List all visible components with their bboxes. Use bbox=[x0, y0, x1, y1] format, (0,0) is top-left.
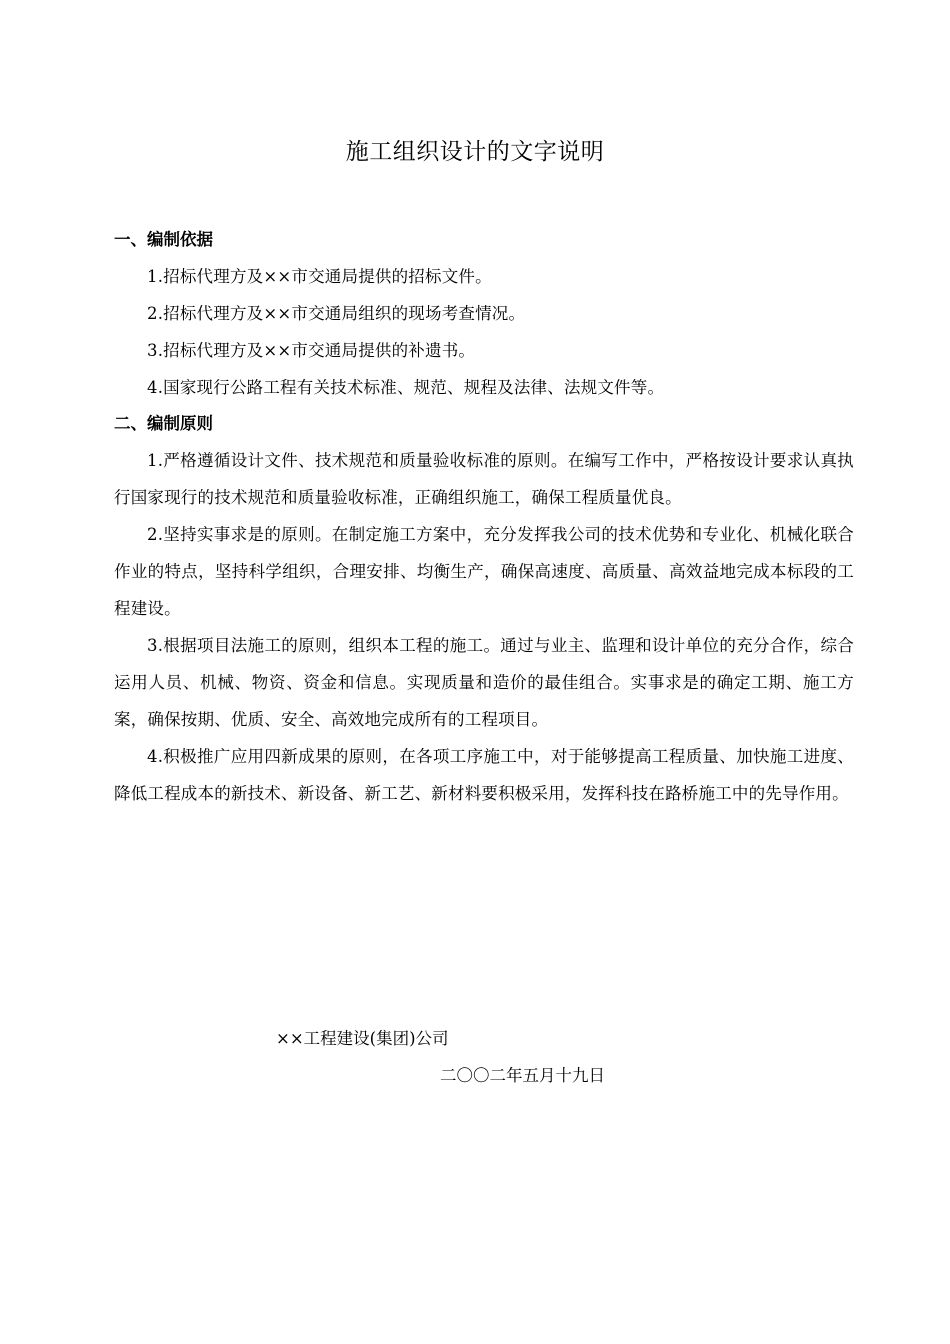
section-principles bbox=[114, 406, 854, 812]
paragraph: 4.积极推广应用四新成果的原则，在各项工序施工中，对于能够提高工程质量、加快施工进度、降低工程成本的新技术、新设备、新工艺、新材料要积极采用，发挥科技在路桥施工中的先导作用。 bbox=[114, 747, 854, 803]
paragraph: 3.招标代理方及××市交通局提供的补遗书。 bbox=[147, 341, 476, 360]
paragraph: 2.坚持实事求是的原则。在制定施工方案中，充分发挥我公司的技术优势和专业化、机械化联合作业的特点，坚持科学组织，合理安排、均衡生产，确保高速度、高质量、高效益地完成本标段的工程建设。 bbox=[114, 525, 854, 618]
paragraph: 1.招标代理方及××市交通局提供的招标文件。 bbox=[147, 267, 492, 286]
section-heading: 一、编制依据 bbox=[114, 230, 213, 249]
paragraph: 2.招标代理方及××市交通局组织的现场考查情况。 bbox=[147, 304, 526, 323]
signature-date: 二〇〇二年五月十九日 bbox=[440, 1066, 605, 1085]
document-body bbox=[114, 222, 854, 812]
paragraph: 4.国家现行公路工程有关技术标准、规范、规程及法律、法规文件等。 bbox=[147, 378, 665, 397]
section-basis bbox=[114, 222, 854, 406]
paragraph: 1.严格遵循设计文件、技术规范和质量验收标准的原则。在编写工作中，严格按设计要求认真执行国家现行的技术规范和质量验收标准，正确组织施工，确保工程质量优良。 bbox=[114, 451, 854, 507]
signature-company: ××工程建设(集团)公司 bbox=[276, 1029, 449, 1048]
document-title: 施工组织设计的文字说明 bbox=[345, 139, 605, 165]
section-heading: 二、编制原则 bbox=[114, 414, 213, 433]
paragraph: 3.根据项目法施工的原则，组织本工程的施工。通过与业主、监理和设计单位的充分合作，综合运用人员、机械、物资、资金和信息。实现质量和造价的最佳组合。实事求是的确定工期、施工方案，确保按期、优质、安全、高效地完成所有的工程项目。 bbox=[114, 636, 854, 729]
